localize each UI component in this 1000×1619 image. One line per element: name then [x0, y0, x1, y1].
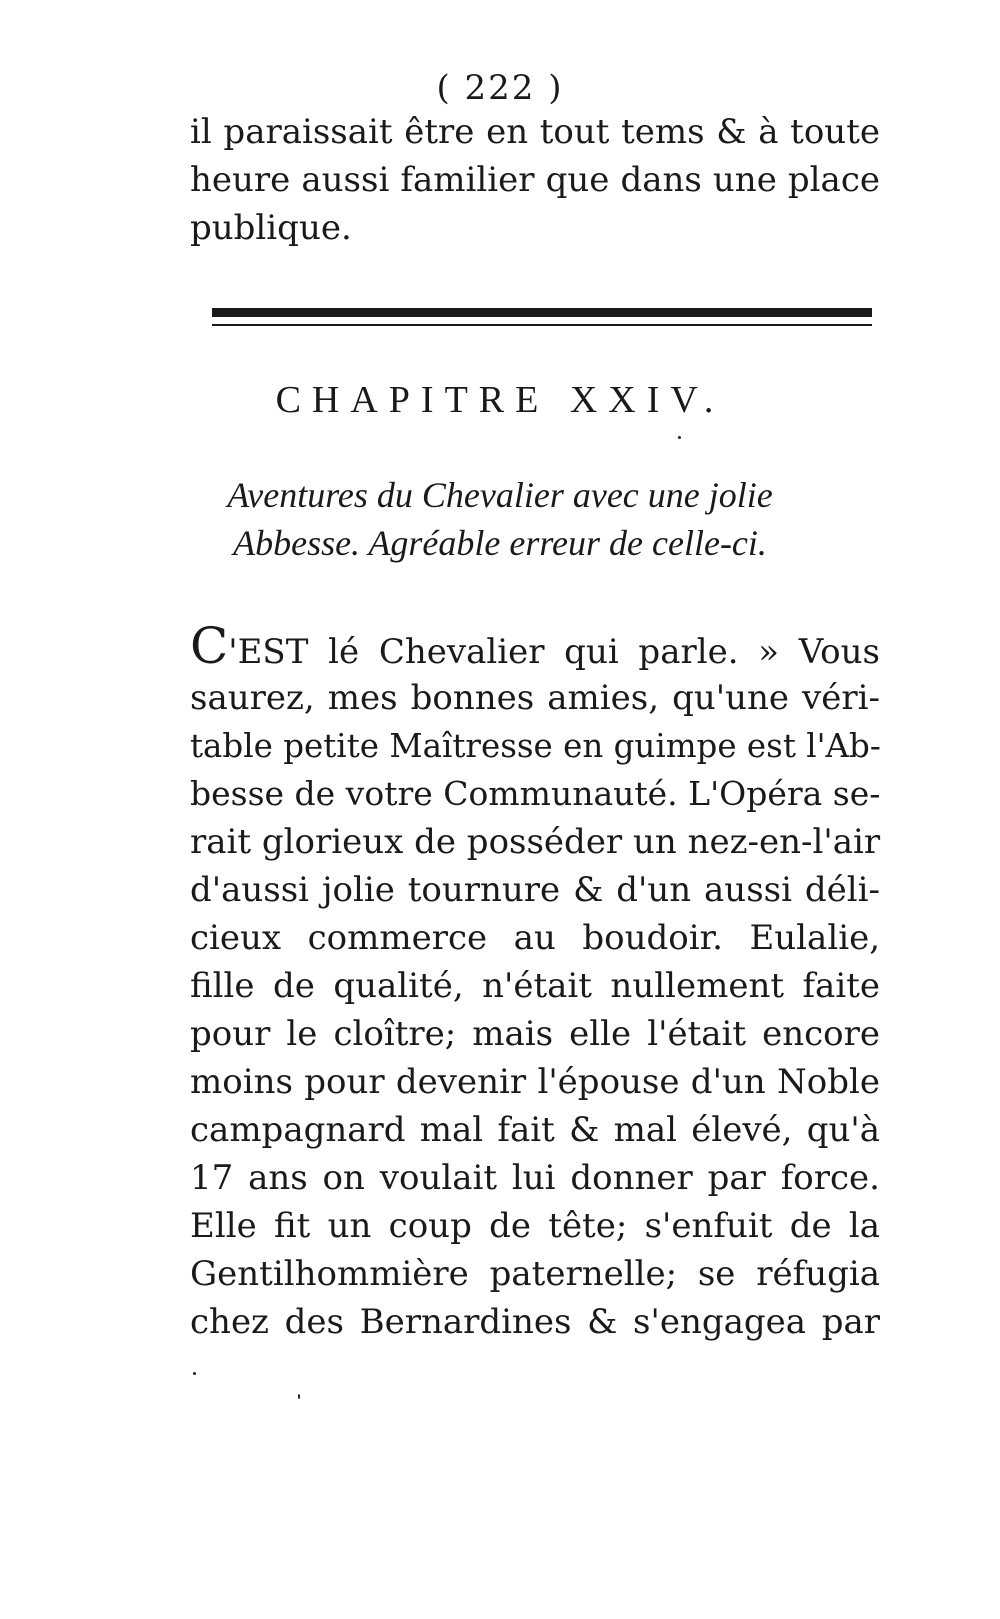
body-line-1-text: lé Chevalier qui parle. » Vous: [328, 632, 880, 672]
chapter-summary-line-1: Aventures du Chevalier avec une jolie: [227, 475, 773, 515]
ink-speck: [678, 436, 681, 439]
body-line-15: chez des Bernardines & s'engagea par: [190, 1302, 880, 1342]
ink-speck: [298, 1394, 300, 1399]
body-line-12: 17 ans on voulait lui donner par force.: [190, 1158, 880, 1198]
drop-cap: C: [190, 617, 229, 675]
continuation-line-2: heure aussi familier que dans une place: [190, 160, 880, 200]
body-line-11: campagnard mal fait & mal élevé, qu'à: [190, 1110, 880, 1150]
chapter-rule-thin: [212, 324, 872, 326]
body-line-7: cieux commerce au boudoir. Eulalie,: [190, 918, 880, 958]
body-line-13: Elle fit un coup de tête; s'enfuit de la: [190, 1206, 880, 1246]
body-line-4: besse de votre Communauté. L'Opéra se-: [190, 774, 881, 813]
chapter-rule-thick: [212, 308, 872, 317]
continuation-line-1: il paraissait être en tout tems & à toute: [190, 112, 880, 152]
continuation-line-3: publique.: [190, 208, 352, 248]
body-line-10: moins pour devenir l'épouse d'un Noble: [190, 1062, 880, 1102]
first-word-rest: 'EST: [228, 632, 309, 672]
body-line-5: rait glorieux de posséder un nez-en-l'air: [190, 822, 881, 862]
body-line-6: d'aussi jolie tournure & d'un aussi déli-: [190, 870, 880, 910]
chapter-summary-line-2: Abbesse. Agréable erreur de celle-ci.: [233, 523, 767, 563]
body-line-14: Gentilhommière paternelle; se réfugia: [190, 1254, 880, 1294]
body-line-9: pour le cloître; mais elle l'était encore: [190, 1014, 880, 1054]
ink-speck: [193, 1372, 196, 1375]
chapter-title: CHAPITRE XXIV.: [275, 379, 725, 421]
body-line-8: fille de qualité, n'était nullement faite: [190, 966, 880, 1006]
body-line-1: [190, 617, 880, 676]
page-number: ( 222 ): [436, 68, 564, 108]
body-line-2: saurez, mes bonnes amies, qu'une véri-: [190, 678, 880, 718]
body-line-3: table petite Maîtresse en guimpe est l'Ab-: [190, 727, 881, 765]
